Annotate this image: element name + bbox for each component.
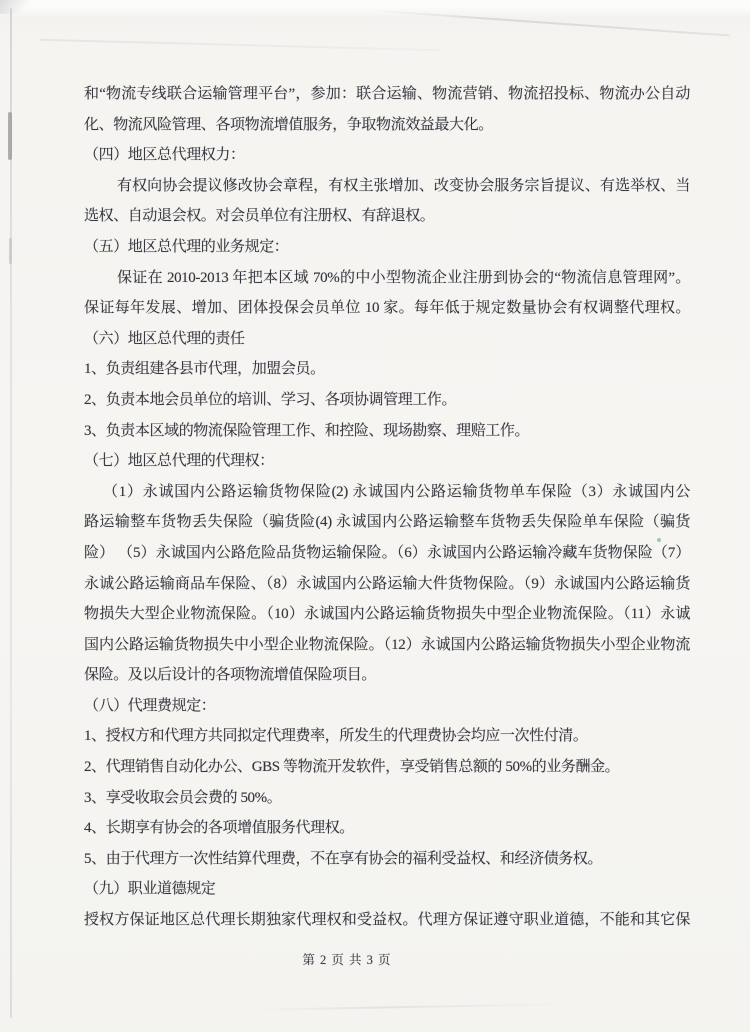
page-footer: 第 2 页 共 3 页 [302,953,392,967]
text-line: 国内公路运输货物损失中小型企业物流保险。（12）永诚国内公路运输货物损失小型企业物流 [84,636,690,653]
text-line: （五）地区总代理的业务规定： [84,238,289,255]
text-line: 5、由于代理方一次性结算代理费，不在享有协会的福利受益权、和经济债务权。 [84,850,603,867]
text-line: 2、负责本地会员单位的培训、学习、各项协调管理工作。 [84,391,457,408]
paper-crease-top [370,9,729,36]
paper-crease-top-left [40,39,440,51]
text-line: 和“物流专线联合运输管理平台”，参加：联合运输、物流营销、物流招投标、物流办公自动 [84,86,690,102]
text-line: （九）职业道德规定 [84,881,216,898]
text-line: 1、负责组建各县市代理，加盟会员。 [84,361,325,378]
text-line: （1）永诚国内公路运输货物保险(2) 永诚国内公路运输货物单车保险（3）永诚国内公 [103,483,690,500]
text-line: 1、授权方和代理方共同拟定代理费率，所发生的代理费协会均应一次性付清。 [84,728,588,745]
text-line: 4、长期享有协会的各项增值服务代理权。 [84,820,354,837]
text-line: 保险。及以后设计的各项物流增值保险项目。 [84,667,377,684]
text-line: 路运输整车货物丢失保险（骗货险(4) 永诚国内公路运输整车货物丢失保险单车保险（骗货 [84,514,690,531]
text-line: 保证每年发展、增加、团体投保会员单位 10 家。每年低于规定数量协会有权调整代理权。 [84,300,690,317]
scan-corner-smudge [0,0,34,14]
text-line: 有权向协会提议修改协会章程，有权主张增加、改变协会服务宗旨提议、有选举权、当 [117,177,690,194]
text-line: 永诚公路运输商品车保险、（8）永诚国内公路运输大件货物保险。（9）永诚国内公路运输货 [84,575,690,592]
text-line: 物损失大型企业物流保险。（10）永诚国内公路运输货物损失中型企业物流保险。（11）永诚 [84,606,690,623]
text-line: 3、享受收取会员会费的 50%。 [84,789,282,806]
paper-crease-bottom [250,1003,570,1011]
text-line: （六）地区总代理的责任 [84,330,245,347]
text-line: （七）地区总代理的代理权： [84,453,274,470]
text-line: 授权方保证地区总代理长期独家代理权和受益权。代理方保证遵守职业道德，不能和其它保 [84,912,690,929]
text-line: 保证在 2010-2013 年把本区域 70%的中小型物流企业注册到协会的“物流信息管理网”。 [117,269,690,286]
text-line: 3、负责本区域的物流保险管理工作、和控险、现场勘察、理赔工作。 [84,422,530,439]
text-line: 选权、自动退会权。对会员单位有注册权、有辞退权。 [84,208,435,225]
document-lines [84,79,690,936]
text-line: （四）地区总代理权力： [84,147,245,164]
text-line: 险） （5）永诚国内公路危险品货物运输保险。（6）永诚国内公路运输冷藏车货物保险（7） [84,544,690,561]
text-line: 化、物流风险管理、各项物流增值服务，争取物流效益最大化。 [84,116,493,133]
page-edge-notch-small [9,238,12,264]
text-line: 2、代理销售自动化办公、GBS 等物流开发软件，享受销售总额的 50%的业务酬金。 [84,759,620,776]
page-edge-notch [8,112,12,160]
text-line: （八）代理费规定： [84,697,216,714]
